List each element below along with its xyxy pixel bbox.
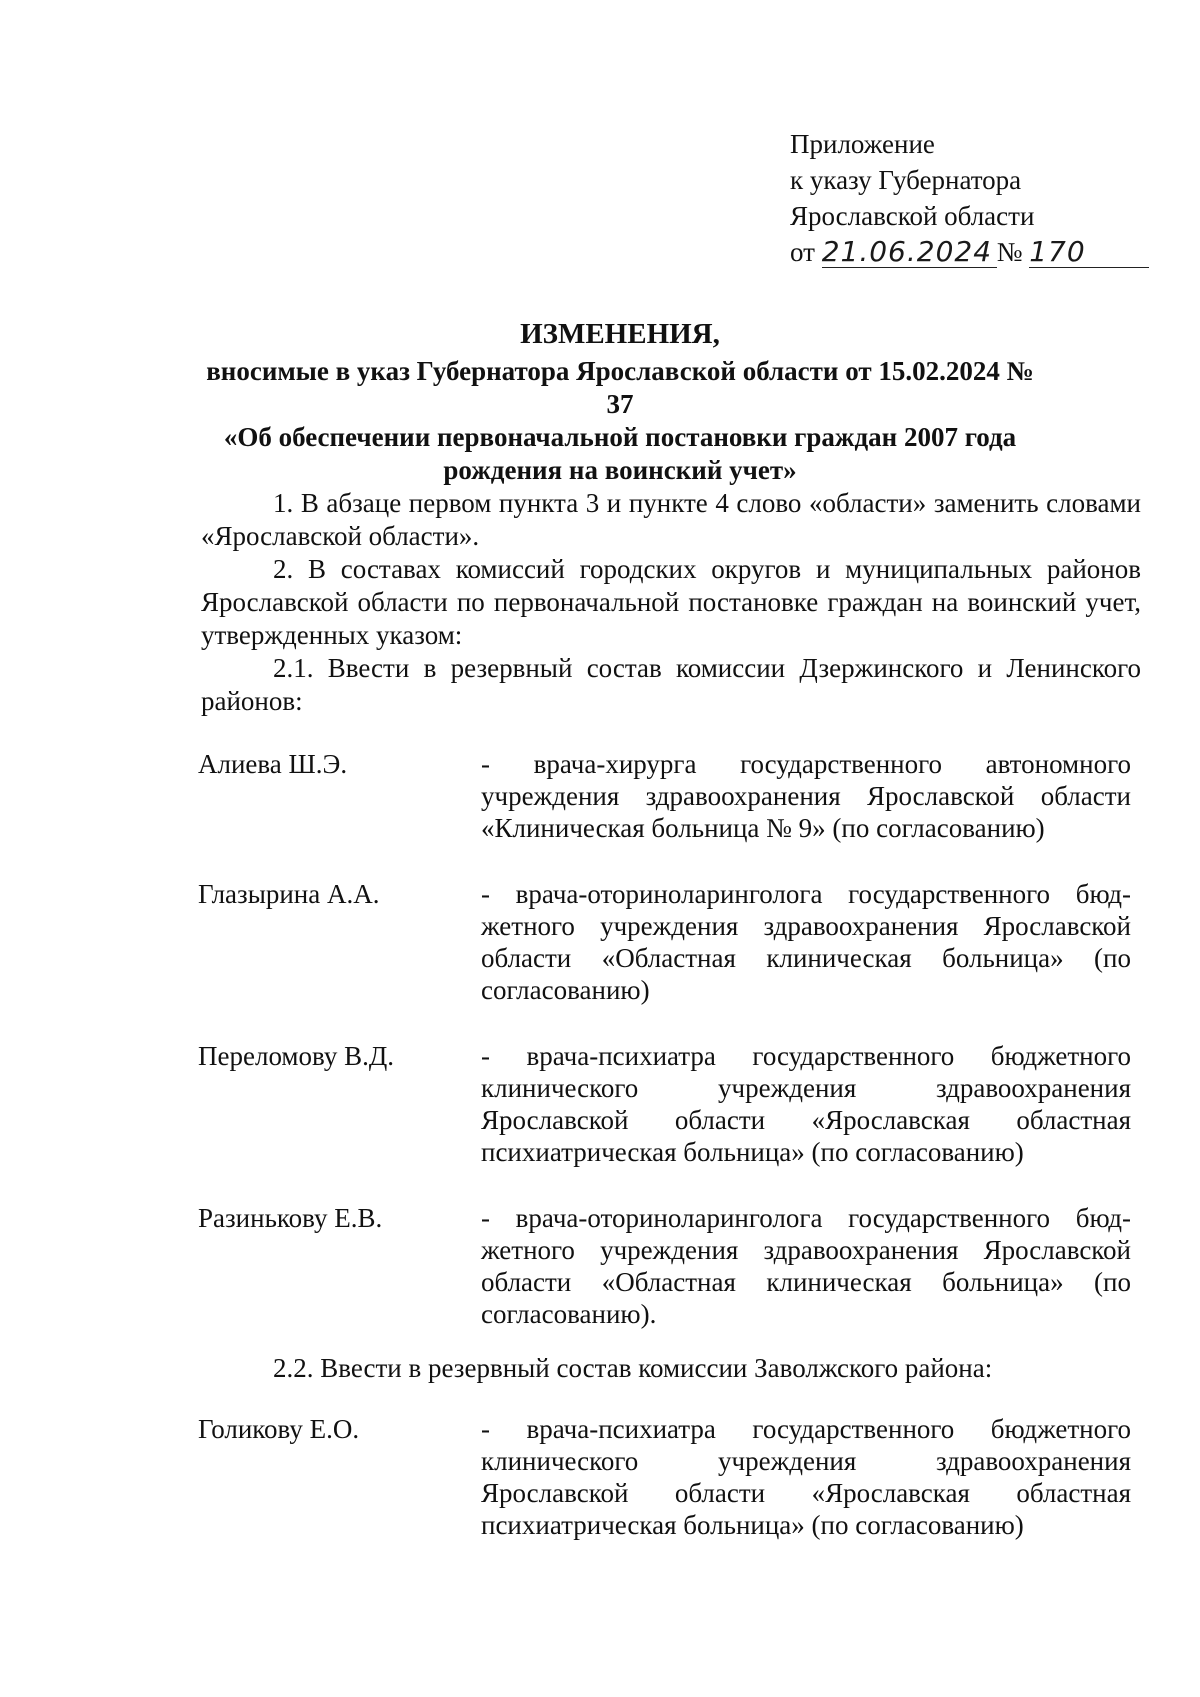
- person-name: Голикову Е.О.: [198, 1414, 360, 1444]
- person-description: - врача-психиатра государственного бюджетного клинического учреждения здравоохранения Ярославской области «Ярославская областная психиатрическая больница» (по согласованию): [481, 1041, 1131, 1167]
- title-line-4: рождения на воинский учет»: [443, 455, 797, 485]
- list-item: [198, 748, 1138, 844]
- person-name: Разинькову Е.В.: [198, 1203, 383, 1233]
- appendix-line-1: Приложение: [790, 129, 935, 159]
- from-label: от: [790, 237, 815, 267]
- person-list-2: [198, 1413, 1138, 1575]
- person-name: Алиева Ш.Э.: [198, 749, 348, 779]
- appendix-date-line: [790, 234, 1149, 270]
- handwritten-date: 21.06.2024: [822, 237, 997, 268]
- person-description: - врача-хирурга государственного автономного учреждения здравоохранения Ярославской области «Клиническая больница № 9» (по согласованию): [481, 749, 1131, 843]
- appendix-header: [790, 126, 1149, 270]
- list-item: [198, 1202, 1138, 1330]
- appendix-line-3: Ярославской области: [790, 201, 1035, 231]
- body-paragraphs: [201, 487, 1141, 718]
- person-description: - врача-оториноларинголога государственного бюджетного учреждения здравоохранения Ярославской области «Областная клиническая больница» (по согласованию).: [481, 1203, 1131, 1329]
- person-list-1: [198, 748, 1138, 1364]
- section-2-2-heading: 2.2. Ввести в резервный состав комиссии Заволжского района:: [273, 1353, 993, 1383]
- handwritten-number: 170: [1029, 237, 1149, 268]
- title-main: ИЗМЕНЕНИЯ,: [520, 318, 720, 350]
- title-line-2: вносимые в указ Губернатора Ярославской области от 15.02.2024 № 37: [206, 356, 1034, 419]
- list-item: [198, 878, 1138, 1006]
- document-title: [190, 318, 1050, 487]
- title-line-3: «Об обеспечении первоначальной постановки граждан 2007 года: [223, 422, 1017, 452]
- person-name: Переломову В.Д.: [198, 1041, 395, 1071]
- person-description: - врача-оториноларинголога государственного бюджетного учреждения здравоохранения Ярославской области «Областная клиническая больница» (по согласованию): [481, 879, 1131, 1005]
- list-item: [198, 1040, 1138, 1168]
- appendix-line-2: к указу Губернатора: [790, 165, 1022, 195]
- list-item: [198, 1413, 1138, 1541]
- number-label: №: [996, 237, 1023, 267]
- paragraph-2-1: 2.1. Ввести в резервный состав комиссии Дзержинского и Ленинского районов:: [201, 653, 1141, 716]
- person-description: - врача-психиатра государственного бюджетного клинического учреждения здравоохранения Ярославской области «Ярославская областная психиатрическая больница» (по согласованию): [481, 1414, 1131, 1540]
- paragraph-1: 1. В абзаце первом пункта 3 и пункте 4 слово «области» заменить словами «Ярославской области».: [201, 488, 1141, 551]
- paragraph-2: 2. В составах комиссий городских округов и муниципальных районов Ярославской области по первоначальной постановке граждан на воинский учет, утвержденных указом:: [201, 554, 1141, 650]
- person-name: Глазырина А.А.: [198, 879, 380, 909]
